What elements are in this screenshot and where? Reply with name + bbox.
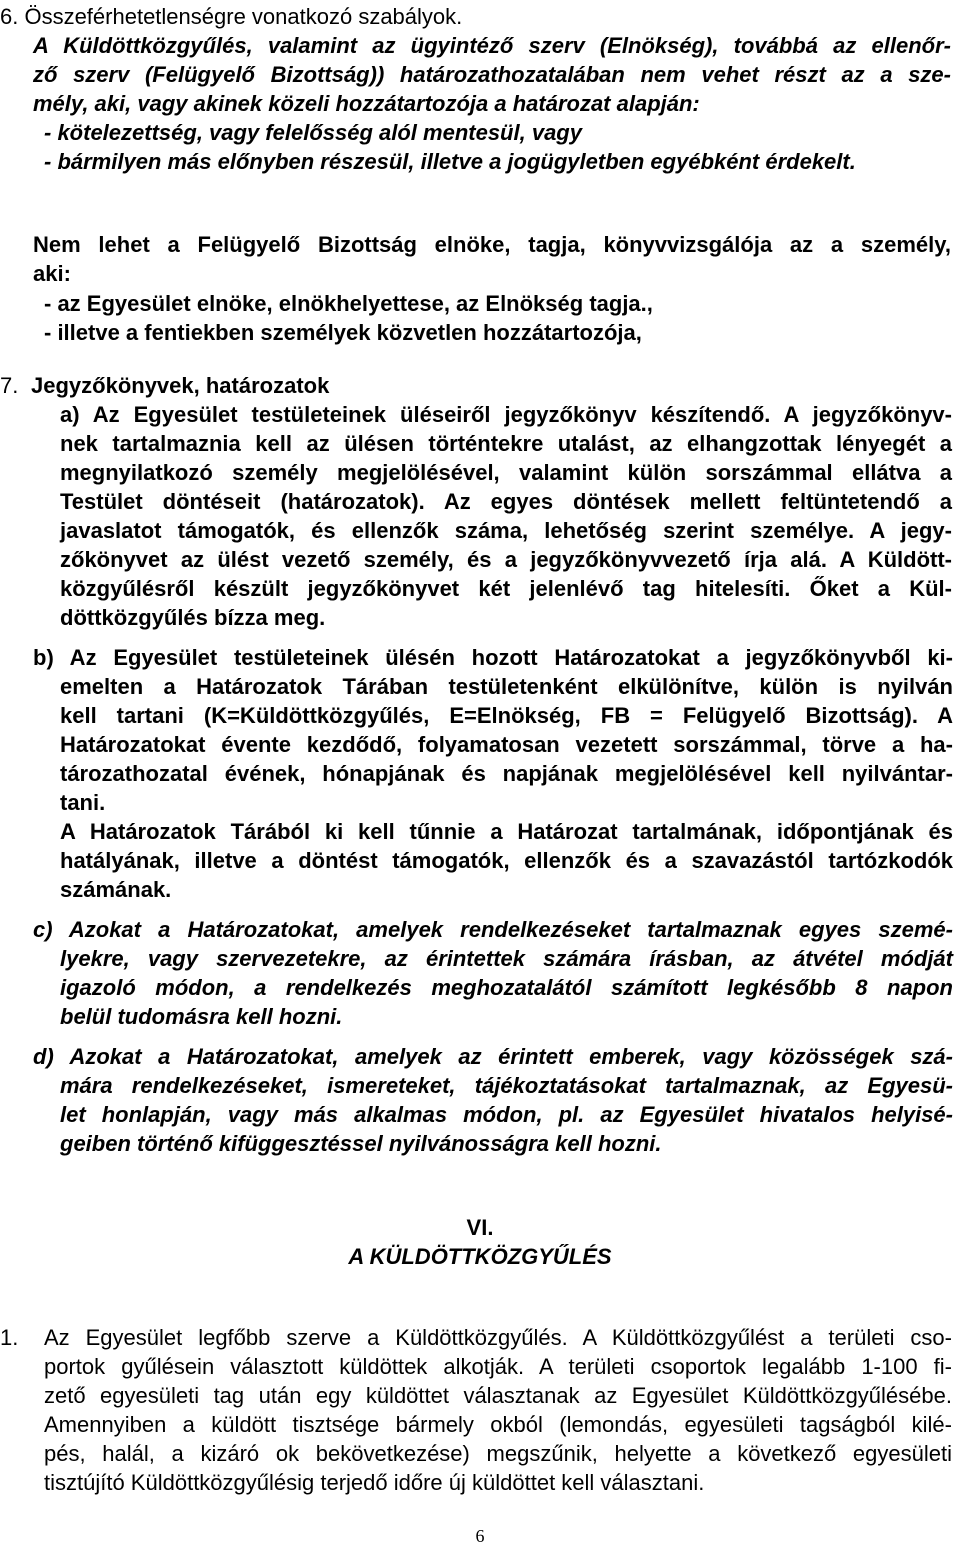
item-1-line: Az Egyesület legfőbb szerve a Küldöttközgyűlés. A Küldöttközgyűlést a területi cso-: [44, 1325, 952, 1350]
section-7b-line: Határozatokat évente kezdődő, folyamatosan vezetett sorszámmal, törve a ha-: [60, 732, 953, 757]
section-7a-line: zőkönyvet az ülést vezető személy, és a jegyzőkönyvvezető írja alá. A Küldött-: [60, 547, 952, 572]
section-7b-line: kell tartani (K=Küldöttközgyűlés, E=Elnökség, FB = Felügyelő Bizottság). A: [60, 703, 953, 728]
section-7-heading: Jegyzőkönyvek, határozatok: [31, 373, 330, 398]
section-6-list-item: - az Egyesület elnöke, elnökhelyettese, az Elnökség tagja.,: [44, 291, 653, 316]
section-7d-line: let honlapján, vagy más alkalmas módon, pl. az Egyesület hivatalos helyisé-: [60, 1102, 953, 1127]
section-7d-line: geiben történő kifüggesztéssel nyilvánosságra kell hozni.: [60, 1131, 662, 1156]
section-7-number: 7.: [0, 373, 19, 398]
section-7c-line: belül tudomásra kell hozni.: [60, 1004, 343, 1029]
chapter-title: A KÜLDÖTTKÖZGYŰLÉS: [348, 1244, 612, 1269]
section-6-list-item: - bármilyen más előnyben részesül, illetve a jogügyletben egyébként érdekelt.: [44, 149, 856, 174]
section-7d-line: d) Azokat a Határozatokat, amelyek az érintett emberek, vagy közösségek szá-: [33, 1044, 953, 1069]
item-1-line: Amennyiben a küldött tisztsége bármely okból (lemondás, egyesületi tagságból kilé-: [44, 1412, 952, 1437]
section-7a-line: a) Az Egyesület testületeinek üléseiről jegyzőkönyv készítendő. A jegyzőkönyv-: [60, 402, 952, 427]
section-6-paragraph-2-line: aki:: [33, 261, 71, 286]
section-7b-line: tározathozatal évének, hónapjának és napjának megjelölésével kell nyilvántar-: [60, 761, 953, 786]
item-1-line: pés, halál, a kizáró ok bekövetkezése) megszűnik, helyette a következő egyesületi: [44, 1441, 952, 1466]
section-7b-line: emelten a Határozatok Tárában testületenként elkülönítve, külön is nyilván: [60, 674, 953, 699]
section-7b-line: A Határozatok Tárából ki kell tűnnie a Határozat tartalmának, időpontjának és: [60, 819, 953, 844]
section-7b-line: hatályának, illetve a döntést támogatók, ellenzők és a szavazástól tartózkodók: [60, 848, 953, 873]
section-7b-line: tani.: [60, 790, 106, 815]
section-6-list-item: - kötelezettség, vagy felelősség alól mentesül, vagy: [44, 120, 582, 145]
section-6-list-item: - illetve a fentiekben személyek közvetlen hozzátartozója,: [44, 320, 642, 345]
section-6-heading: 6. Összeférhetetlenségre vonatkozó szabályok.: [0, 4, 463, 29]
item-1-line: tisztújító Küldöttközgyűlésig terjedő időre új küldöttet kell választani.: [44, 1470, 705, 1495]
section-7a-line: Testület döntéseit (határozatok). Az egyes döntések mellett feltüntetendő a: [60, 489, 952, 514]
section-7a-line: megnyilatkozó személy megjelölésével, valamint külön sorszámmal ellátva a: [60, 460, 952, 485]
section-7a-line: nek tartalmaznia kell az ülésen történtekre utalást, az elhangzottak lényegét a: [60, 431, 952, 456]
page-number: 6: [475, 1526, 485, 1546]
section-6-paragraph-line: ző szerv (Felügyelő Bizottság)) határozathozatalában nem vehet részt az a sze-: [33, 62, 951, 87]
section-6-paragraph-line: mély, aki, vagy akinek közeli hozzátartozója a határozat alapján:: [33, 91, 700, 116]
item-1-line: portok gyűlésein választott küldöttek alkotják. A területi csoportok legalább 1-100 fi-: [44, 1354, 952, 1379]
chapter-roman-numeral: VI.: [466, 1215, 494, 1240]
section-7a-line: döttközgyűlés bízza meg.: [60, 605, 326, 630]
section-7b-line: számának.: [60, 877, 172, 902]
item-1-number: 1.: [0, 1325, 19, 1350]
section-7c-line: igazoló módon, a rendelkezés meghozatalától számított legkésőbb 8 napon: [60, 975, 953, 1000]
section-7b-line: b) Az Egyesület testületeinek ülésén hozott Határozatokat a jegyzőkönyvből ki-: [33, 645, 953, 670]
item-1-line: zető egyesületi tag után egy küldöttet választanak az Egyesület Küldöttközgyűlésébe.: [44, 1383, 952, 1408]
section-6-paragraph-2-line: Nem lehet a Felügyelő Bizottság elnöke, tagja, könyvvizsgálója az a személy,: [33, 232, 951, 257]
section-7c-line: c) Azokat a Határozatokat, amelyek rendelkezéseket tartalmaznak egyes szemé-: [33, 917, 953, 942]
section-7d-line: mára rendelkezéseket, ismereteket, tájékoztatásokat tartalmaznak, az Egyesü-: [60, 1073, 953, 1098]
section-7a-line: közgyűlésről készült jegyzőkönyvet két jelenlévő tag hitelesíti. Őket a Kül-: [60, 576, 952, 601]
section-7a-line: javaslatot támogatók, és ellenzők száma, lehetőség szerint személye. A jegy-: [60, 518, 952, 543]
section-7c-line: lyekre, vagy szervezetekre, az érintettek számára írásban, az átvétel módját: [60, 946, 953, 971]
section-6-paragraph-line: A Küldöttközgyűlés, valamint az ügyintéző szerv (Elnökség), továbbá az ellenőr-: [33, 33, 951, 58]
